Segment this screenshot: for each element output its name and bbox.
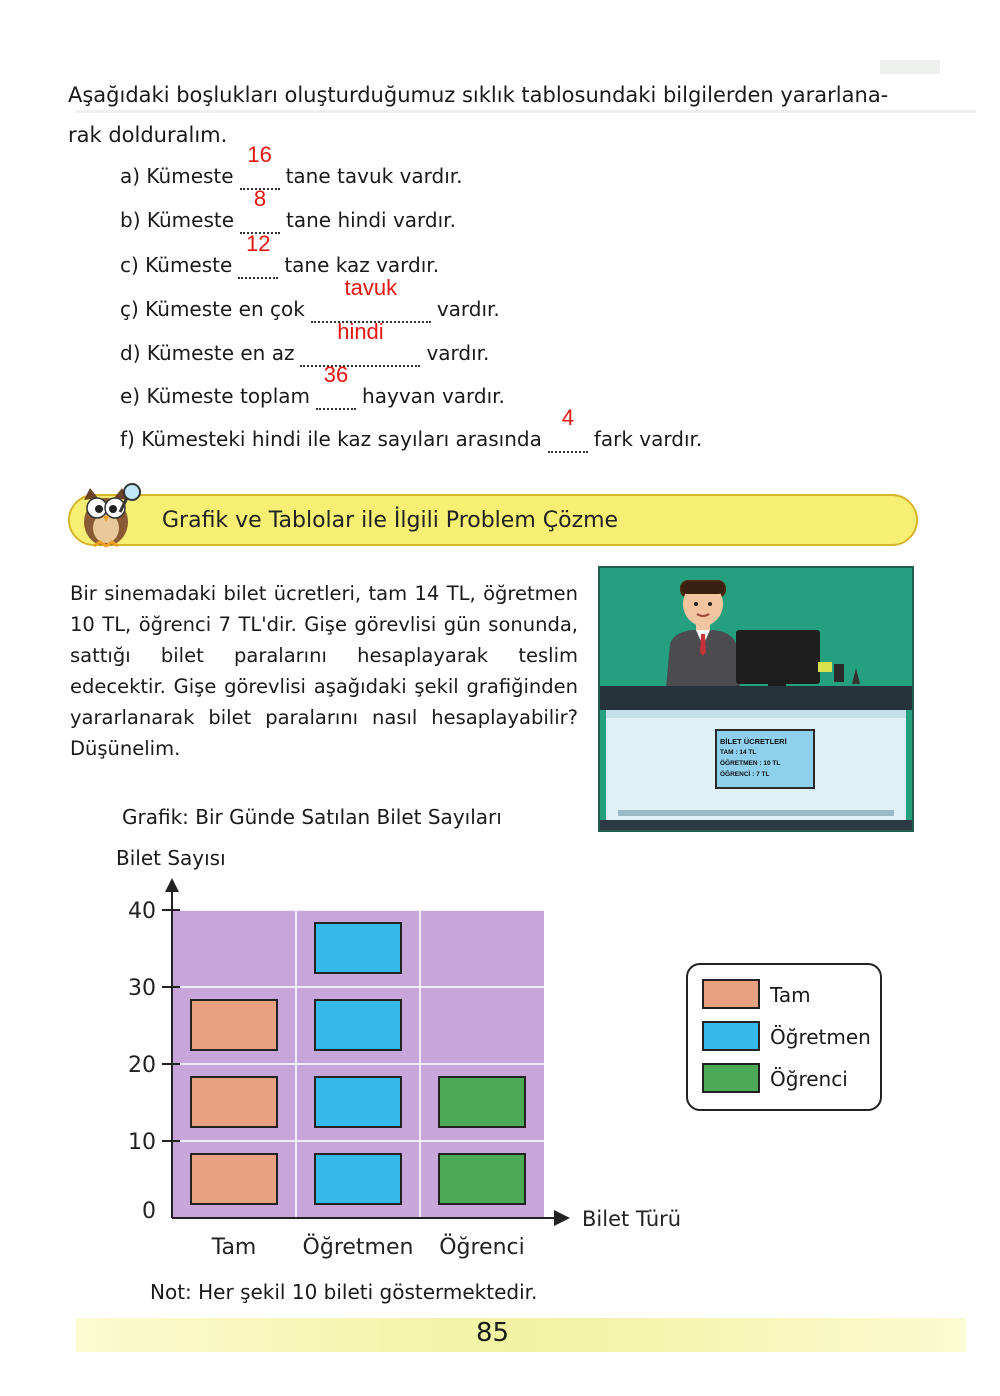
booth-scene-graphic — [600, 568, 912, 830]
chart-legend — [686, 963, 882, 1111]
chart-note — [150, 1280, 537, 1304]
y-tick-label: 20 — [128, 1053, 156, 1078]
x-tick-label: Öğretmen — [302, 1235, 414, 1260]
bar-icon-1 — [191, 1154, 277, 1204]
chart-caption-label: Grafik: — [122, 805, 189, 829]
fill-item-cc: ç) Kümeste en çok tavuk vardır. — [120, 275, 500, 321]
y-tick-label: 10 — [128, 1130, 156, 1155]
instruction-text — [68, 72, 928, 158]
price-sign-title: BİLET ÜCRETLERİ — [720, 737, 787, 746]
bar-icon-3 — [439, 1154, 525, 1204]
answer-text: 16 — [247, 142, 272, 167]
fill-item-a: a) Kümeste 16 tane tavuk vardır. — [120, 142, 463, 188]
bar-icon-3 — [439, 1077, 525, 1127]
instruction-line-1: Aşağıdaki boşlukları oluşturduğumuz sıklık tablosundaki bilgilerden yararlana- — [68, 83, 889, 107]
x-tick-label: Tam — [211, 1235, 257, 1260]
footer-strip — [76, 1318, 966, 1352]
problem-paragraph: Bir sinemadaki bilet ücretleri, tam 14 TL, öğretmen 10 TL, öğrenci 7 TL'dir. Gişe görevlisi gün sonunda, sattığı bilet paralarını hesaplayarak teslim edecektir. Gişe görevlisi aşağıdaki şekil grafiğinden yararlanarak bilet paralarını nasıl hesaplayabilir? Düşünelim. — [70, 582, 578, 760]
ticket-booth-illustration — [598, 566, 914, 832]
fill-item-e: e) Kümeste toplam 36 hayvan vardır. — [120, 362, 505, 408]
fill-item-b: b) Kümeste 8 tane hindi vardır. — [120, 186, 456, 232]
price-sign-line-ogrenci: ÖĞRENCİ : 7 TL — [720, 771, 770, 778]
chart-caption — [122, 805, 502, 829]
bar-icon-2 — [315, 1154, 401, 1204]
y-axis-label: Bilet Sayısı — [116, 846, 226, 870]
bar-icon-1 — [191, 1077, 277, 1127]
answer-blank[interactable] — [316, 362, 356, 410]
fill-item-c: c) Kümeste 12 tane kaz vardır. — [120, 231, 440, 277]
x-axis-label: Bilet Türü — [582, 1207, 682, 1231]
price-sign-text — [720, 736, 814, 780]
answer-blank[interactable] — [548, 405, 588, 453]
legend-swatch-ogretmen — [702, 1021, 760, 1051]
y-axis-arrow-icon — [165, 878, 179, 892]
fill-item-d: d) Kümeste en az hindi vardır. — [120, 319, 490, 365]
y-tick-label: 40 — [128, 899, 156, 924]
bar-icon-2 — [315, 1000, 401, 1050]
legend-swatch-ogrenci — [702, 1063, 760, 1093]
pictograph-chart — [100, 870, 720, 1260]
chart-caption-text: Bir Günde Satılan Bilet Sayıları — [188, 805, 502, 829]
bar-icon-2 — [315, 1077, 401, 1127]
legend-label: Öğretmen — [770, 1025, 871, 1049]
answer-text: 12 — [246, 231, 271, 256]
answer-text: tavuk — [344, 275, 398, 300]
note-text: Her şekil 10 bileti göstermektedir. — [191, 1280, 538, 1304]
price-sign-line-tam: TAM : 14 TL — [720, 749, 757, 756]
legend-swatch-tam — [702, 979, 760, 1009]
answer-text: 4 — [561, 405, 574, 430]
x-tick-label: Öğrenci — [439, 1235, 525, 1260]
note-label: Not: — [150, 1280, 192, 1304]
answer-blank[interactable] — [238, 231, 278, 279]
price-sign-line-ogretmen: ÖĞRETMEN : 10 TL — [720, 760, 781, 767]
section-title: Grafik ve Tablolar ile İlgili Problem Çözme — [162, 508, 619, 533]
answer-text: 36 — [323, 362, 349, 387]
page-number: 85 — [476, 1318, 510, 1348]
answer-text: 8 — [253, 186, 267, 211]
answer-text: hindi — [337, 319, 384, 344]
bar-icon-1 — [191, 1000, 277, 1050]
y-tick-label: 0 — [142, 1199, 156, 1224]
y-tick-label: 30 — [128, 976, 156, 1001]
instruction-line-2: rak dolduralım. — [68, 123, 228, 147]
legend-label: Öğrenci — [770, 1067, 848, 1091]
fill-item-f: f) Kümesteki hindi ile kaz sayıları arasında 4 fark vardır. — [120, 405, 703, 451]
x-axis-arrow-icon — [554, 1210, 570, 1226]
legend-label: Tam — [770, 983, 811, 1007]
bar-icon-2 — [315, 923, 401, 973]
owl-mascot-icon — [72, 478, 144, 550]
